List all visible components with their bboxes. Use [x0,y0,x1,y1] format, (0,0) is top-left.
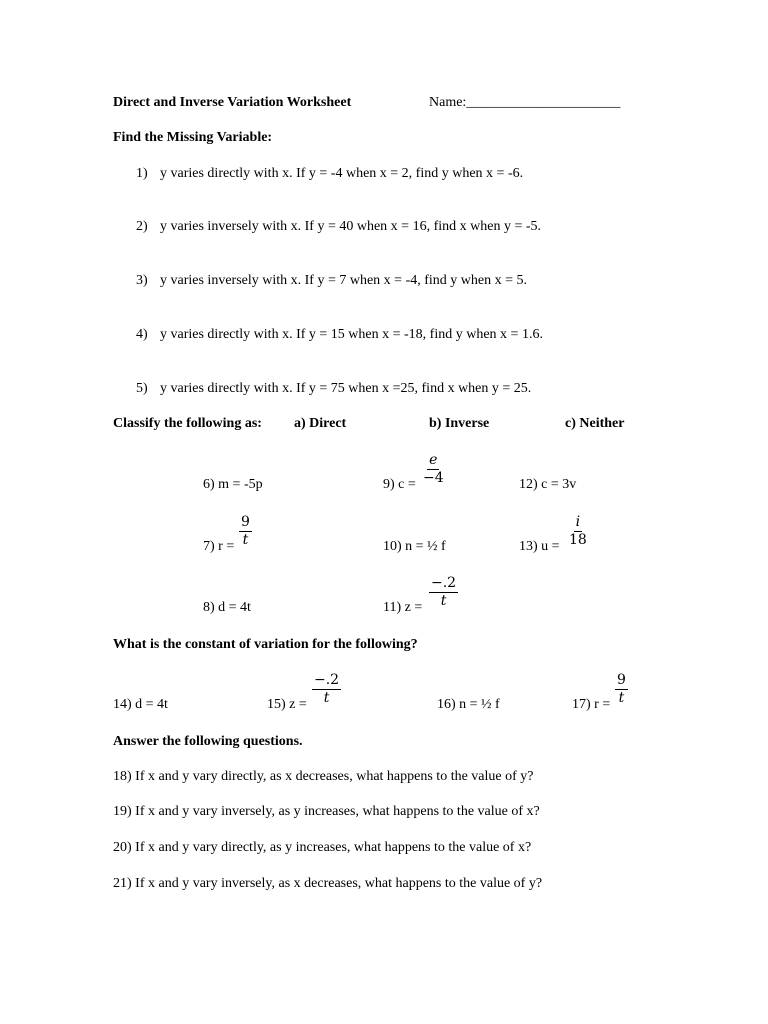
fraction-numerator: 9 [617,672,626,688]
question-text: y varies directly with x. If y = -4 when x = 2, find y when x = -6. [160,166,524,181]
fraction-denominator: 18 [569,532,587,548]
fraction-denominator: −4 [423,470,444,486]
question-15-label: 15) z = [267,697,307,712]
question-2 [136,219,541,235]
question-text: y varies inversely with x. If y = 40 when x = 16, find x when y = -5. [160,219,542,234]
question-7-label: 7) r = [203,539,235,554]
question-20: 20) If x and y vary directly, as y increases, what happens to the value of x? [113,840,532,855]
worksheet-title: Direct and Inverse Variation Worksheet [113,95,352,110]
question-13-label: 13) u = [519,539,560,554]
question-11-fraction [429,575,458,610]
option-inverse: b) Inverse [429,416,490,431]
fraction-numerator: e [429,452,438,468]
question-13-fraction [567,514,589,549]
question-5 [136,381,531,397]
question-12: 12) c = 3v [519,477,577,492]
question-text: y varies directly with x. If y = 15 when x = -18, find y when x = 1.6. [160,327,543,342]
question-19: 19) If x and y vary inversely, as y increases, what happens to the value of x? [113,804,540,819]
question-number: 5) [136,381,148,396]
question-number: 4) [136,327,148,342]
name-field-label: Name:______________________ [429,95,621,110]
question-18: 18) If x and y vary directly, as x decreases, what happens to the value of y? [113,769,534,784]
section-heading-missing-variable: Find the Missing Variable: [113,130,273,145]
fraction-numerator: 9 [241,514,250,530]
question-3 [136,273,527,289]
fraction-numerator: −.2 [431,575,457,591]
question-number: 3) [136,273,148,288]
question-9-label: 9) c = [383,477,416,492]
question-text: y varies directly with x. If y = 75 when x =25, find x when y = 25. [160,381,532,396]
question-number: 1) [136,166,148,181]
question-4 [136,327,543,343]
question-11-label: 11) z = [383,600,423,615]
question-14: 14) d = 4t [113,697,168,712]
question-9-fraction [421,452,446,487]
option-neither: c) Neither [565,416,625,431]
fraction-denominator: t [440,593,447,609]
question-10: 10) n = ½ f [383,539,446,554]
fraction-denominator: t [323,690,330,706]
fraction-denominator: t [618,690,625,706]
question-16: 16) n = ½ f [437,697,500,712]
question-7-fraction [239,514,252,549]
fraction-numerator: −.2 [314,672,340,688]
section-heading-classify: Classify the following as: [113,416,262,431]
section-heading-answer: Answer the following questions. [113,734,303,749]
question-number: 2) [136,219,148,234]
question-17-fraction [615,672,628,707]
question-17-label: 17) r = [572,697,611,712]
question-text: y varies inversely with x. If y = 7 when x = -4, find y when x = 5. [160,273,528,288]
question-8: 8) d = 4t [203,600,251,615]
fraction-numerator: i [575,514,581,530]
question-6: 6) m = -5p [203,477,263,492]
question-15-fraction [312,672,341,707]
fraction-denominator: t [242,532,249,548]
question-1 [136,166,523,182]
question-21: 21) If x and y vary inversely, as x decreases, what happens to the value of y? [113,876,543,891]
section-heading-constant: What is the constant of variation for the following? [113,637,418,652]
option-direct: a) Direct [294,416,347,431]
